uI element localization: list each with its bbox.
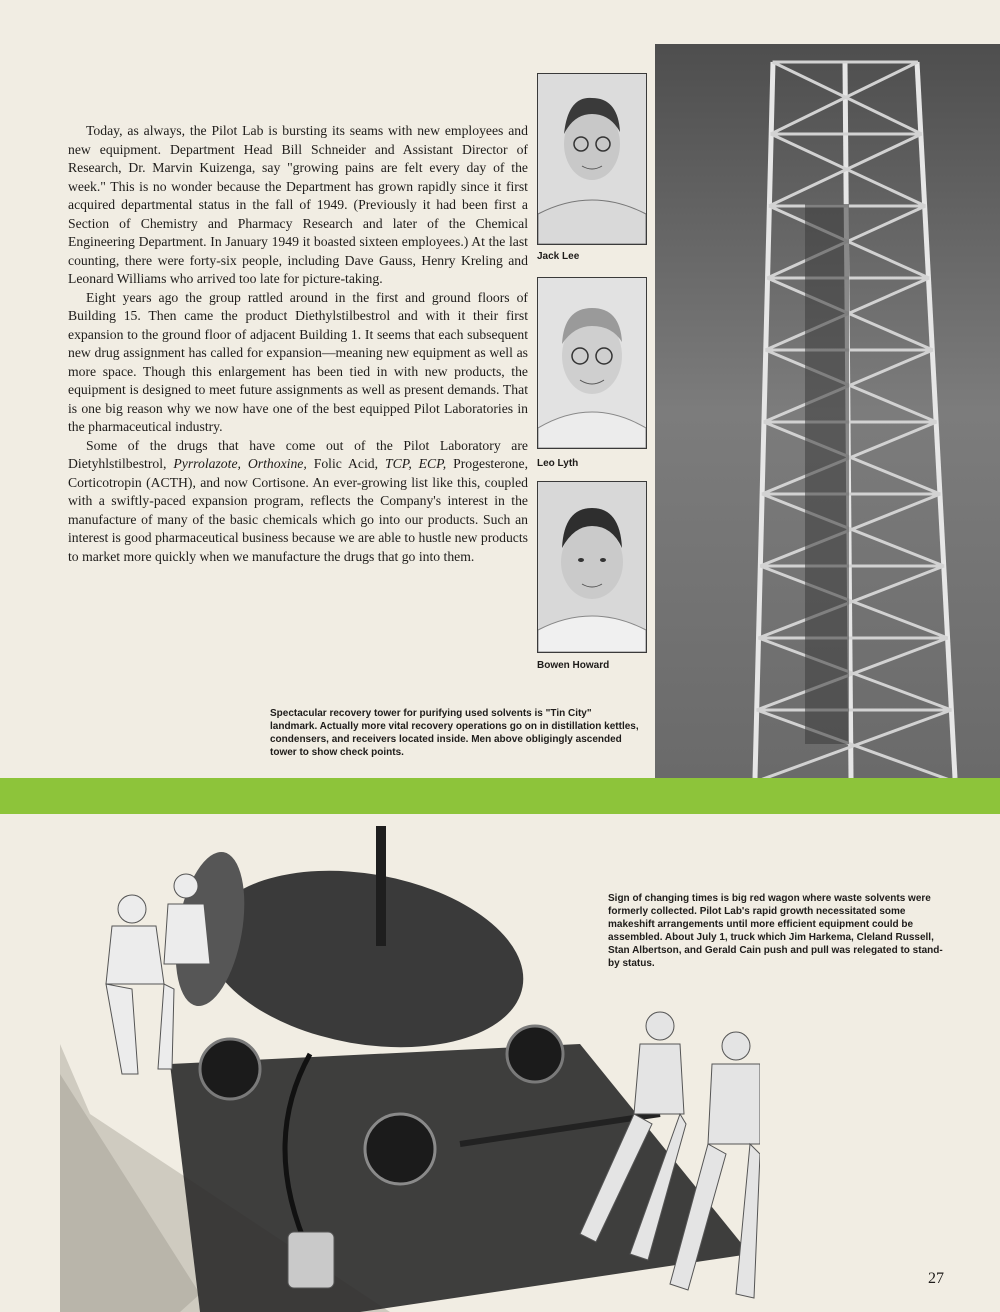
wagon-image [60, 814, 760, 1312]
recovery-tower-photo [655, 44, 1000, 778]
portrait-caption: Leo Lyth [537, 458, 579, 469]
portrait-image [538, 482, 646, 652]
portrait-caption: Bowen Howard [537, 660, 610, 671]
green-divider-band [0, 778, 1000, 814]
waste-wagon-photo [60, 814, 760, 1312]
page-number: 27 [928, 1270, 944, 1287]
tower-image [655, 44, 1000, 778]
wagon-caption: Sign of changing times is big red wagon where waste solvents were formerly collected. Pilot Lab's rapid growth necessitated some makeshift arrangements until more efficient equipment could be assembled. About July 1, truck which Jim Harkema, Cleland Russell, Stan Albertson, and Gerald Cain push and pull was relegated to stand-by status. [608, 893, 943, 969]
paragraph: Today, as always, the Pilot Lab is bursting its seams with new employees and new equipment. Department Head Bill Schneider and Assistant Director of Research, Dr. Marvin Kuizenga, say "growing pains are felt every day of the week." This is no wonder because the Department has grown rapidly since it first acquired departmental status in the fall of 1949. (Previously it had been first a Section of Chemistry and Pharmacy Research and later of the Chemical Engineering Department. In January 1949 it boasted sixteen employees.) At the last counting, there were forty-six people, including Dave Gauss, Henry Kreling and Leonard Williams who arrived too late for picture-taking. [68, 123, 528, 286]
portrait-image [538, 74, 646, 244]
portrait-caption: Jack Lee [537, 251, 580, 262]
text-run: Some of the drugs that have come out of the Pilot Laboratory are Dietyhlstilbestrol, [68, 437, 528, 471]
paragraph: Eight years ago the group rattled around in the first and ground floors of Building 15. Then came the product Diethylstilbestrol and with it their first expansion to the ground floor of adjacent Building 1. It seems that each subsequent new drug assignment has called for expansion—meaning new equipment as well as more space. Though this enlargement has been tied in with new products, the equipment is designed to meet future assignments as well as present demands. That is one big reason why we now have one of the best equipped Pilot Laboratories in the pharmaceutical industry. [68, 289, 528, 434]
text-run-italic: Pyrrolazote, Orthoxine, [173, 456, 307, 471]
portrait-photo [537, 277, 647, 449]
portrait-image [538, 278, 646, 448]
portrait-photo [537, 73, 647, 245]
article-body [68, 122, 528, 566]
tower-caption: Spectacular recovery tower for purifying used solvents is "Tin City" landmark. Actually more vital recovery operations go on in distillation kettles, condensers, and receivers located inside. Men above obligingly ascended tower to show check points. [270, 708, 639, 758]
paragraph [68, 437, 528, 567]
text-run: Progesterone, Corticotropin (ACTH), and now Cortisone. An ever-growing list like this, coupled with a swiftly-paced expansion program, reflects the Company's interest in the manufacture of many of the basic chemicals which go into our products. Such an interest is good pharmaceutical business because we are able to hustle new products to market more quickly when we manufacture the drugs that go into them. [68, 456, 529, 564]
portrait-photo [537, 481, 647, 653]
text-run: Folic Acid, [306, 456, 385, 471]
text-run-italic: TCP, ECP, [385, 456, 447, 471]
